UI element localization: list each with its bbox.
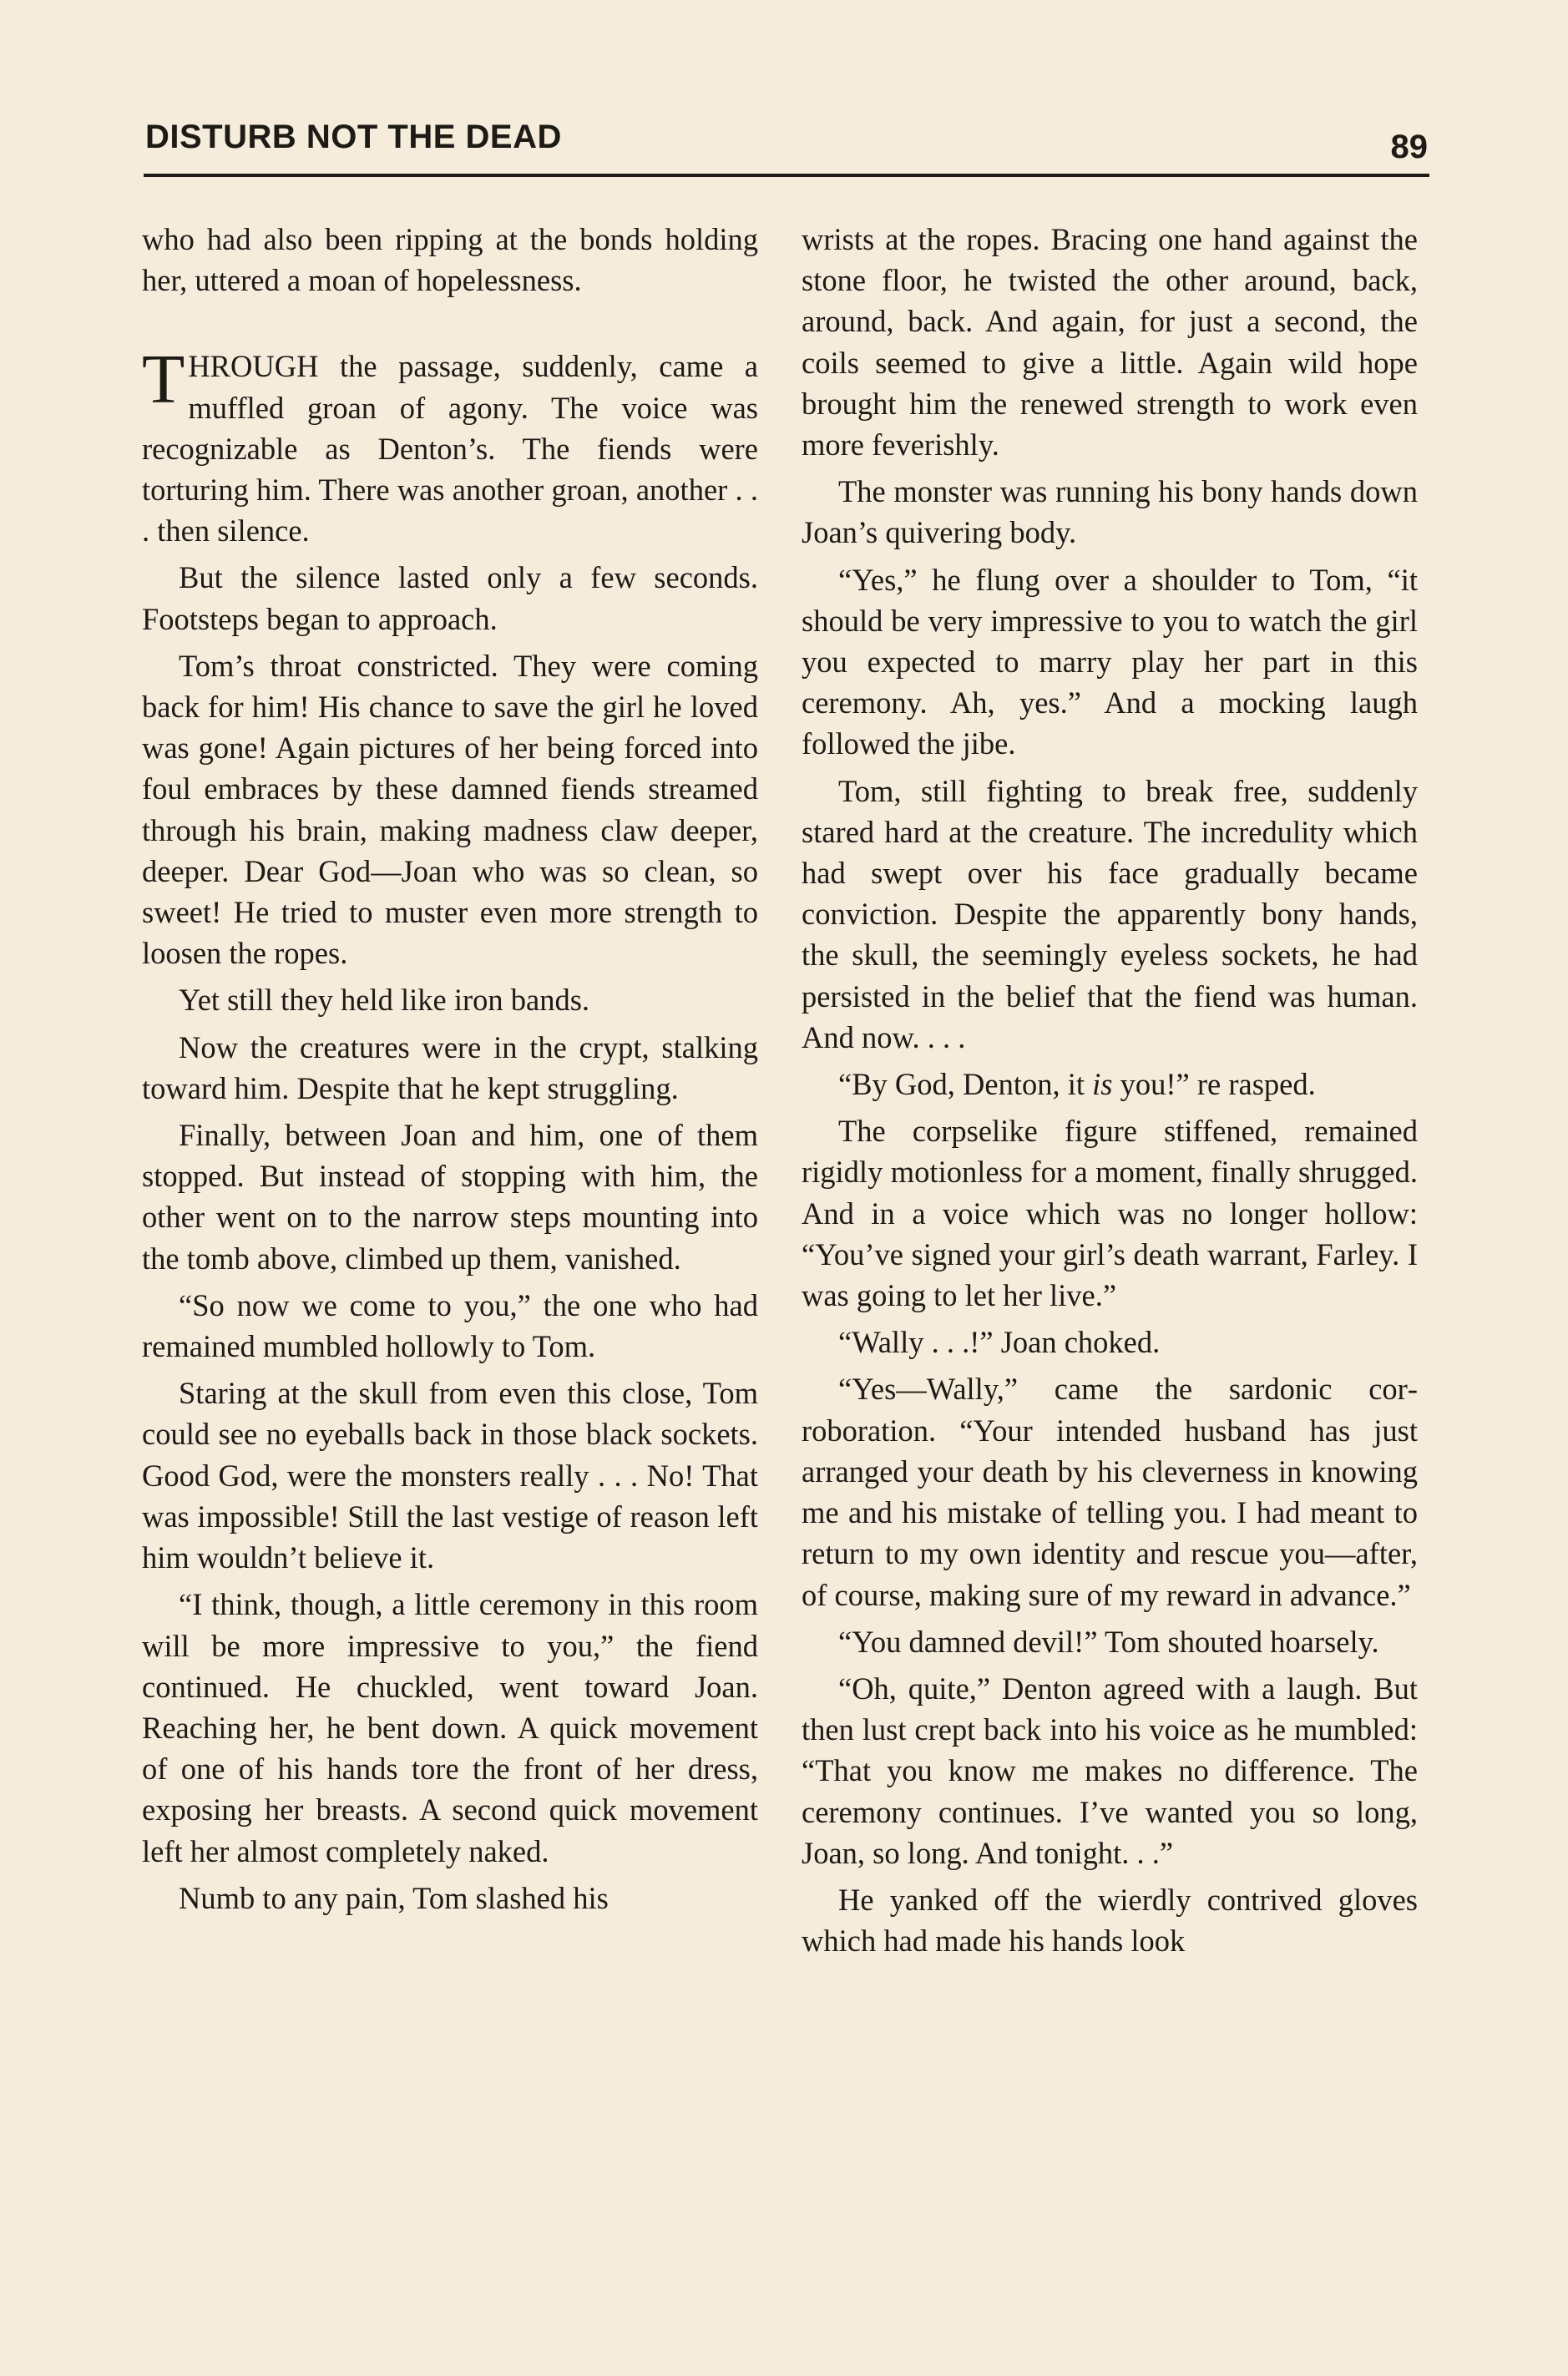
right-column bbox=[802, 219, 1418, 1967]
left-column bbox=[142, 219, 758, 1924]
page-number: 89 bbox=[1390, 129, 1428, 165]
paragraph: “You damned devil!” Tom shouted hoarsely. bbox=[838, 1624, 1379, 1659]
running-title: DISTURB NOT THE DEAD bbox=[145, 119, 562, 155]
paragraph: Now the creatures were in the crypt, stalking toward him. Despite that he kept struggling. bbox=[142, 1029, 758, 1105]
paragraph: “Wally . . .!” Joan choked. bbox=[838, 1325, 1161, 1360]
section-opening-paragraph bbox=[142, 341, 758, 551]
paragraph: Tom, still fighting to break free, suddenly stared hard at the creature. The incredulity which had swept over his face gradually became conviction. Despite the apparently bony hands, the skull, the seemingly eyeless sockets, he had persisted in the belief that the fiend was human. And now. . . . bbox=[802, 773, 1418, 1054]
paragraph: Finally, between Joan and him, one of them stopped. But instead of stopping with him, the other went on to the narrow steps mounting into the tomb above, climbed up them, vanished. bbox=[142, 1118, 758, 1276]
paragraph: who had also been ripping at the bonds holding her, uttered a moan of hopelessness. bbox=[142, 222, 758, 298]
paragraph: “Oh, quite,” Denton agreed with a laugh. But then lust crept back into his voice as he mumbled: “That you know me makes no difference. The ceremony continues. I’ve wanted you so long, Joan, so long. And tonight. . .” bbox=[802, 1671, 1418, 1870]
paragraph: Yet still they held like iron bands. bbox=[179, 983, 590, 1018]
paragraph bbox=[802, 1064, 1418, 1105]
paragraph: The monster was running his bony hands down Joan’s quivering body. bbox=[802, 474, 1418, 550]
paragraph-text: “By God, Denton, it bbox=[838, 1067, 1093, 1102]
running-header bbox=[144, 107, 1429, 177]
paragraph: He yanked off the wierdly contrived gloves which had made his hands look bbox=[802, 1882, 1418, 1959]
paragraph-text: HROUGH the passage, suddenly, came a muffled groan of agony. The voice was recognizable as Denton’s. The fiends were torturing him. There was another groan, another . . . then silence. bbox=[142, 349, 758, 549]
emphasized-word: is bbox=[1092, 1067, 1113, 1102]
paragraph: “Yes,” he flung over a shoulder to Tom, “it should be very impressive to you to watch the girl you expected to marry play her part in this ceremony. Ah, yes.” And a mocking laugh followed the jibe. bbox=[802, 562, 1418, 761]
paragraph: Numb to any pain, Tom slashed his bbox=[179, 1880, 609, 1915]
paragraph: But the silence lasted only a few seconds. Footsteps began to approach. bbox=[142, 560, 758, 636]
paragraph: “I think, though, a little ceremony in this room will be more impressive to you,” the fiend continued. He chuckled, went toward Joan. Reaching her, he bent down. A quick movement of one of his hands tore the front of her dress, exposing her breasts. A second quick movement left her almost completely naked. bbox=[142, 1587, 758, 1868]
initial-capital: T bbox=[142, 341, 185, 419]
paragraph: Staring at the skull from even this close, Tom could see no eyeballs back in those black sockets. Good God, were the monsters really . . . No! That was impossible! Still the last vestige of reason left him wouldn’t believe it. bbox=[142, 1376, 758, 1575]
paragraph: The corpselike figure stiffened, remained rigidly motionless for a moment, finally shrugged. And in a voice which was no longer hollow: “You’ve signed your girl’s death warrant, Farley. I was going to let her live.” bbox=[802, 1114, 1418, 1313]
paragraph: “So now we come to you,” the one who had remained mumbled hollowly to Tom. bbox=[142, 1287, 758, 1364]
paragraph: Tom’s throat constricted. They were coming back for him! His chance to save the girl he loved was gone! Again pictures of her being forced into foul embraces by these damned fiends streamed through his brain, making madness claw deeper, deeper. Dear God—Joan who was so clean, so sweet! He tried to muster even more strength to loosen the ropes. bbox=[142, 648, 758, 971]
paragraph: wrists at the ropes. Bracing one hand against the stone floor, he twisted the other around, back, around, back. And again, for just a second, the coils seemed to give a little. Again wild hope brought him the renewed strength to work even more feverishly. bbox=[802, 222, 1418, 463]
paragraph: “Yes—Wally,” came the sardonic corroboration. “Your intended husband has just arranged your death by his cleverness in knowing me and his mistake of telling you. I had meant to return to my own identity and rescue you—after, of course, making sure of my reward in advance.” bbox=[802, 1372, 1418, 1612]
paragraph-text: you!” re rasped. bbox=[1112, 1067, 1316, 1102]
